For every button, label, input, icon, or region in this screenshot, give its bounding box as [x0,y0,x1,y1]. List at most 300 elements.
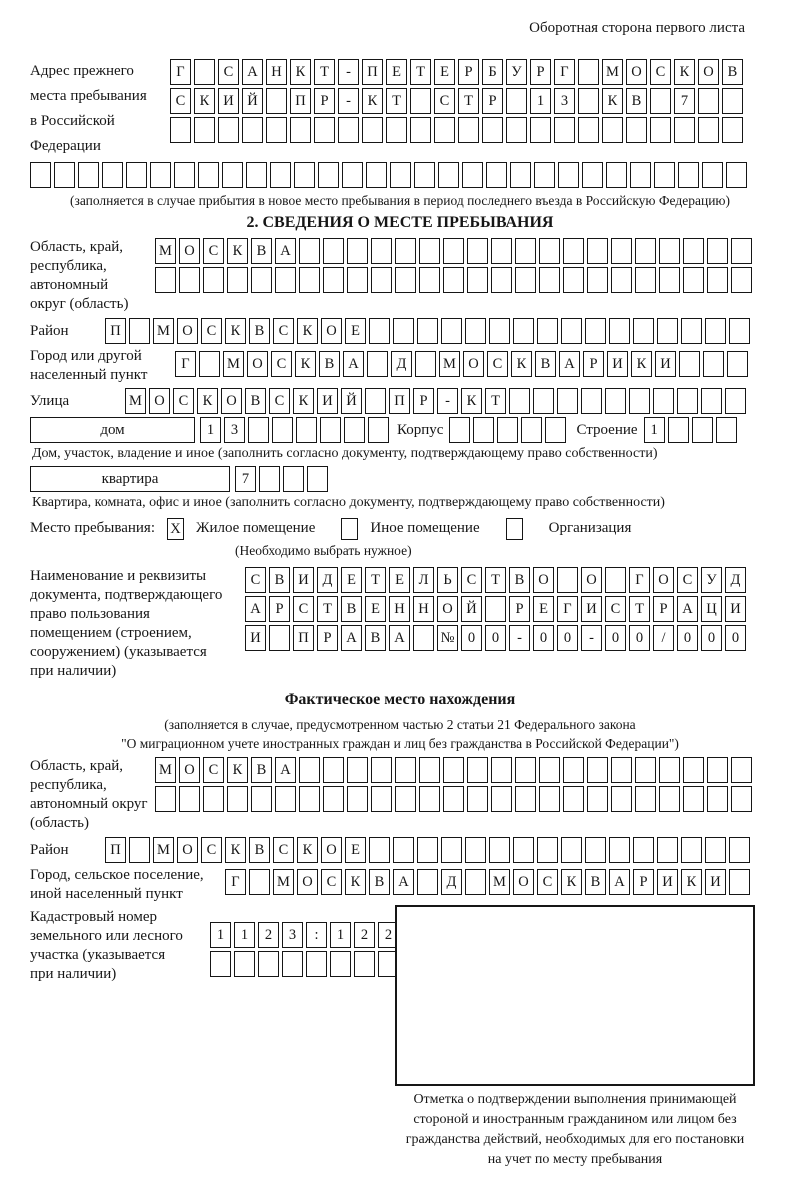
char-box: А [389,625,410,651]
char-box [203,786,224,812]
char-box [659,267,680,293]
char-box [683,786,704,812]
char-box: С [605,596,626,622]
char-box [635,786,656,812]
char-box [587,757,608,783]
char-box [410,117,431,143]
char-box [441,837,462,863]
char-box [486,162,507,188]
char-box: М [153,318,174,344]
char-box: К [561,869,582,895]
option-label-zhiloe: Жилое помещение [196,520,316,536]
char-box [218,117,239,143]
char-box [269,625,290,651]
city-block [0,347,800,385]
char-box: Р [458,59,479,85]
char-box [702,162,723,188]
char-box [199,351,220,377]
region-row-1 [155,238,752,264]
label-line: при наличии) [30,663,117,679]
char-box [443,267,464,293]
char-box: Т [485,567,506,593]
char-box: С [245,567,266,593]
char-box: Д [391,351,412,377]
char-box: Р [583,351,604,377]
checkbox-inoe-pomeshchenie[interactable] [341,518,358,540]
char-box: Г [170,59,191,85]
char-box: О [626,59,647,85]
char-box [371,786,392,812]
char-box [659,238,680,264]
char-box [537,318,558,344]
char-box [320,417,341,443]
char-box: К [362,88,383,114]
char-box: 0 [629,625,650,651]
char-box: Р [317,625,338,651]
char-box [633,837,654,863]
char-box [678,162,699,188]
char-box: Р [269,596,290,622]
char-box [307,466,328,492]
char-box [729,318,750,344]
city-label [30,347,175,385]
char-box: Т [365,567,386,593]
char-box [722,88,743,114]
char-box [727,351,748,377]
char-box [203,267,224,293]
char-box [283,466,304,492]
label-line: иной населенный пункт [30,886,183,902]
label-line: Область, край, [30,758,124,774]
char-box: О [321,318,342,344]
char-box [489,318,510,344]
document-row-1 [245,567,746,593]
char-box [698,117,719,143]
char-box [54,162,75,188]
char-box [650,88,671,114]
char-box [491,786,512,812]
char-box [726,162,747,188]
char-box [537,837,558,863]
char-box: 3 [554,88,575,114]
apartment-number-boxes [235,466,328,492]
char-box: - [581,625,602,651]
char-box [371,757,392,783]
char-box: И [245,625,266,651]
char-box [126,162,147,188]
char-box [611,238,632,264]
label-line: республика, [30,258,107,274]
document-row-3 [245,625,746,651]
stay-type-note: (Необходимо выбрать нужное) [235,543,412,558]
char-box [194,117,215,143]
apartment-type-box: квартира [30,466,230,492]
stamp-caption [382,1090,768,1170]
char-box: Л [413,567,434,593]
char-box [515,786,536,812]
char-box: У [701,567,722,593]
char-box [227,267,248,293]
label-line: Адрес прежнего [30,63,134,79]
char-box [30,162,51,188]
char-box: А [275,757,296,783]
region-row-2 [155,267,752,293]
char-box [633,318,654,344]
char-box [561,837,582,863]
char-box: К [297,837,318,863]
char-box: С [273,837,294,863]
char-box: К [681,869,702,895]
char-box: К [631,351,652,377]
char-box: С [487,351,508,377]
char-box: В [535,351,556,377]
char-box: У [506,59,527,85]
char-box: И [657,869,678,895]
char-box [629,388,650,414]
char-box [369,318,390,344]
char-box: Р [633,869,654,895]
char-box: Е [365,596,386,622]
char-box: А [609,869,630,895]
district-boxes [105,318,750,344]
stay-type-row [0,517,800,540]
char-box [657,318,678,344]
actual-city-block [0,866,800,904]
char-box: Д [317,567,338,593]
label-line: помещением (строением, [30,625,192,641]
char-box [347,786,368,812]
char-box: К [674,59,695,85]
char-box [578,59,599,85]
char-box [563,238,584,264]
char-box [179,786,200,812]
char-box: М [125,388,146,414]
korpus-boxes [449,417,566,443]
prev-address-row-2 [170,88,743,114]
char-box [296,417,317,443]
char-box [415,351,436,377]
char-box [443,238,464,264]
char-box: К [511,351,532,377]
char-box: С [201,318,222,344]
char-box: 1 [200,417,221,443]
char-box [506,117,527,143]
char-box: С [537,869,558,895]
actual-region-rows [155,757,752,812]
char-box: А [393,869,414,895]
char-box: - [338,88,359,114]
char-box: И [581,596,602,622]
char-box [611,267,632,293]
char-box [731,786,752,812]
char-box: Т [386,88,407,114]
char-box [605,388,626,414]
char-box [413,625,434,651]
char-box [369,837,390,863]
char-box: 0 [557,625,578,651]
char-box [533,388,554,414]
char-box [449,417,470,443]
char-box [609,837,630,863]
char-box: С [273,318,294,344]
label-line: Кадастровый номер [30,909,157,925]
char-box [419,238,440,264]
char-box [611,757,632,783]
stay-type-label: Место пребывания: [30,520,155,536]
char-box [458,117,479,143]
char-box [679,351,700,377]
char-box [299,238,320,264]
actual-city-boxes [225,869,750,895]
char-box [515,238,536,264]
char-box [668,417,689,443]
label-line: сооружением) (указывается [30,644,207,660]
house-number-boxes [200,417,389,443]
char-box: О [581,567,602,593]
char-box: Е [389,567,410,593]
char-box [539,786,560,812]
char-box [729,869,750,895]
actual-district-block [0,837,800,863]
document-row-2 [245,596,746,622]
char-box: 0 [677,625,698,651]
char-box [473,417,494,443]
char-box [611,786,632,812]
char-box [290,117,311,143]
char-box: Г [629,567,650,593]
street-label: Улица [30,393,70,409]
char-box [558,162,579,188]
char-box: И [725,596,746,622]
prev-address-label [30,59,170,159]
char-box: О [179,757,200,783]
char-box [338,117,359,143]
option-label-organizatsiya: Организация [548,520,632,536]
char-box: В [369,869,390,895]
actual-district-label: Район [30,842,69,858]
char-box [654,162,675,188]
char-box [419,786,440,812]
char-box [390,162,411,188]
char-box: О [513,869,534,895]
char-box [198,162,219,188]
char-box [344,417,365,443]
page-header-note: Оборотная сторона первого листа [529,20,745,36]
char-box: О [321,837,342,863]
char-box: О [221,388,242,414]
stroenie-boxes [644,417,737,443]
char-box: Е [434,59,455,85]
char-box: 3 [282,922,303,948]
district-block [0,318,800,344]
char-box [635,757,656,783]
char-box [581,388,602,414]
char-box: К [227,238,248,264]
char-box: И [607,351,628,377]
char-box: В [249,318,270,344]
char-box: 2 [258,922,279,948]
char-box [410,88,431,114]
char-box [557,567,578,593]
char-box [491,238,512,264]
char-box: Е [345,837,366,863]
label-line: (область) [30,815,89,831]
char-box [342,162,363,188]
char-box [707,757,728,783]
char-box [174,162,195,188]
char-box: В [509,567,530,593]
char-box [282,951,303,977]
char-box: С [293,596,314,622]
korpus-label: Корпус [397,422,444,438]
char-box [705,318,726,344]
char-box [578,117,599,143]
char-box: П [105,318,126,344]
char-box: П [290,88,311,114]
prev-address-row-4 [30,162,747,188]
caption-line: на учет по месту пребывания [487,1152,663,1167]
char-box: С [269,388,290,414]
char-box: И [218,88,239,114]
char-box: О [698,59,719,85]
char-box [266,117,287,143]
actual-region-label [30,757,155,833]
char-box: К [602,88,623,114]
char-box: В [269,567,290,593]
char-box [419,757,440,783]
char-box: 2 [354,922,375,948]
section2-title: 2. СВЕДЕНИЯ О МЕСТЕ ПРЕБЫВАНИЯ [246,214,554,231]
actual-region-row-2 [155,786,752,812]
char-box: С [203,238,224,264]
char-box [417,869,438,895]
char-box [515,757,536,783]
char-box [462,162,483,188]
char-box [395,238,416,264]
char-box [513,318,534,344]
char-box: К [227,757,248,783]
char-box [347,267,368,293]
char-box [249,869,270,895]
char-box: О [533,567,554,593]
char-box [179,267,200,293]
char-box: 1 [234,922,255,948]
char-box: С [650,59,671,85]
char-box: А [677,596,698,622]
char-box: О [179,238,200,264]
char-box [347,238,368,264]
checkbox-zhiloe-pomeshchenie[interactable]: X [167,518,184,540]
region-block [0,238,800,314]
city-boxes [175,351,748,377]
char-box: К [297,318,318,344]
char-box: Т [485,388,506,414]
char-box [582,162,603,188]
char-box [434,117,455,143]
label-line: Город или другой [30,348,142,364]
char-box: К [345,869,366,895]
char-box: М [153,837,174,863]
char-box [227,786,248,812]
char-box: М [273,869,294,895]
char-box [318,162,339,188]
actual-location-note-line-2: "О миграционном учете иностранных граждан и лиц без гражданства в Российской Федерации") [121,736,679,751]
stroenie-label: Строение [576,422,638,438]
document-rows [245,567,746,651]
char-box: С [170,88,191,114]
char-box: В [626,88,647,114]
prev-address-block [0,59,800,159]
char-box: К [194,88,215,114]
char-box: С [201,837,222,863]
caption-line: гражданства действий, необходимых для его постановки [405,1132,745,1147]
char-box: С [173,388,194,414]
document-label [30,567,245,681]
region-label [30,238,155,314]
char-box [630,162,651,188]
char-box: М [223,351,244,377]
char-box: Р [314,88,335,114]
char-box [677,388,698,414]
char-box [585,837,606,863]
char-box [635,267,656,293]
checkbox-organizatsiya[interactable] [506,518,523,540]
char-box: М [602,59,623,85]
prev-address-rows [170,59,743,143]
label-line: округ (область) [30,296,129,312]
char-box: Т [317,596,338,622]
house-type-box: дом [30,417,195,443]
char-box [467,267,488,293]
char-box: Т [629,596,650,622]
char-box: 7 [235,466,256,492]
char-box: Т [314,59,335,85]
char-box: А [245,596,266,622]
region-rows [155,238,752,293]
char-box [443,757,464,783]
char-box: А [341,625,362,651]
char-box [539,267,560,293]
char-box [330,951,351,977]
char-box: Г [225,869,246,895]
char-box: - [509,625,530,651]
char-box: Т [410,59,431,85]
char-box: 0 [701,625,722,651]
char-box [467,786,488,812]
char-box [539,238,560,264]
char-box [323,238,344,264]
char-box [354,951,375,977]
char-box: С [321,869,342,895]
char-box [534,162,555,188]
char-box [707,786,728,812]
char-box [419,267,440,293]
label-line: места пребывания [30,88,147,104]
char-box [155,786,176,812]
char-box [129,837,150,863]
char-box: В [251,757,272,783]
char-box: / [653,625,674,651]
label-line: автономный округ [30,796,148,812]
label-line: Федерации [30,138,101,154]
char-box [657,837,678,863]
option-label-inoe: Иное помещение [370,520,480,536]
char-box [347,757,368,783]
char-box [210,951,231,977]
char-box [585,318,606,344]
char-box [438,162,459,188]
label-line: в Российской [30,113,115,129]
